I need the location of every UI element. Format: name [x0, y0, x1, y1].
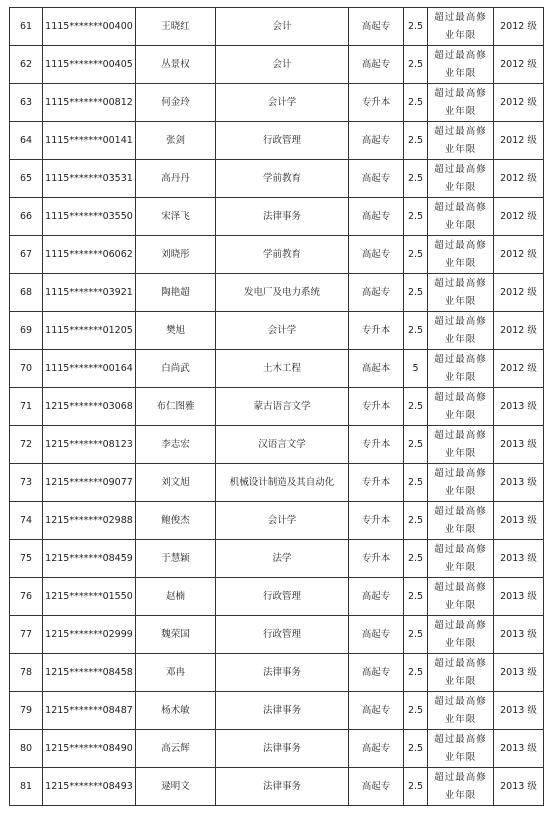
table-row — [10, 768, 544, 806]
table-row — [10, 388, 544, 426]
student-name-cell: 逯明文 — [136, 768, 216, 806]
table-row — [10, 46, 544, 84]
years-cell: 2.5 — [404, 198, 428, 236]
table-row — [10, 274, 544, 312]
table-row — [10, 8, 544, 46]
student-id-cell: 1115*******03921 — [43, 274, 136, 312]
row-number-cell: 68 — [10, 274, 43, 312]
grade-cell: 2012 级 — [494, 160, 544, 198]
status-cell: 超过最高修业年限 — [428, 236, 494, 274]
table-row — [10, 464, 544, 502]
major-cell: 蒙古语言文学 — [216, 388, 349, 426]
years-cell: 2.5 — [404, 388, 428, 426]
level-cell: 高起专 — [349, 578, 404, 616]
student-id-cell: 1215*******02999 — [43, 616, 136, 654]
status-cell: 超过最高修业年限 — [428, 730, 494, 768]
status-cell: 超过最高修业年限 — [428, 46, 494, 84]
grade-cell: 2013 级 — [494, 578, 544, 616]
years-cell: 2.5 — [404, 692, 428, 730]
level-cell: 高起专 — [349, 236, 404, 274]
student-id-cell: 1115*******00405 — [43, 46, 136, 84]
status-cell: 超过最高修业年限 — [428, 198, 494, 236]
student-name-cell: 宋泽飞 — [136, 198, 216, 236]
student-id-cell: 1115*******01205 — [43, 312, 136, 350]
grade-cell: 2012 级 — [494, 46, 544, 84]
grade-cell: 2013 级 — [494, 616, 544, 654]
student-name-cell: 丛景权 — [136, 46, 216, 84]
student-name-cell: 于慧颖 — [136, 540, 216, 578]
table-row — [10, 730, 544, 768]
major-cell: 机械设计制造及其自动化 — [216, 464, 349, 502]
level-cell: 高起专 — [349, 692, 404, 730]
major-cell: 行政管理 — [216, 616, 349, 654]
years-cell: 2.5 — [404, 46, 428, 84]
grade-cell: 2013 级 — [494, 540, 544, 578]
student-id-cell: 1215*******08493 — [43, 768, 136, 806]
student-id-cell: 1115*******03531 — [43, 160, 136, 198]
table-row — [10, 502, 544, 540]
level-cell: 高起专 — [349, 8, 404, 46]
level-cell: 高起专 — [349, 198, 404, 236]
major-cell: 汉语言文学 — [216, 426, 349, 464]
student-name-cell: 布仁图雅 — [136, 388, 216, 426]
years-cell: 2.5 — [404, 312, 428, 350]
level-cell: 专升本 — [349, 464, 404, 502]
table-row — [10, 578, 544, 616]
student-id-cell: 1115*******00141 — [43, 122, 136, 160]
row-number-cell: 80 — [10, 730, 43, 768]
level-cell: 高起专 — [349, 122, 404, 160]
row-number-cell: 62 — [10, 46, 43, 84]
years-cell: 2.5 — [404, 8, 428, 46]
grade-cell: 2012 级 — [494, 198, 544, 236]
row-number-cell: 69 — [10, 312, 43, 350]
major-cell: 法律事务 — [216, 692, 349, 730]
student-name-cell: 魏荣国 — [136, 616, 216, 654]
row-number-cell: 77 — [10, 616, 43, 654]
row-number-cell: 76 — [10, 578, 43, 616]
table-row — [10, 198, 544, 236]
grade-cell: 2013 级 — [494, 768, 544, 806]
status-cell: 超过最高修业年限 — [428, 502, 494, 540]
row-number-cell: 78 — [10, 654, 43, 692]
student-name-cell: 高云辉 — [136, 730, 216, 768]
grade-cell: 2013 级 — [494, 502, 544, 540]
grade-cell: 2012 级 — [494, 236, 544, 274]
status-cell: 超过最高修业年限 — [428, 312, 494, 350]
student-id-cell: 1115*******03550 — [43, 198, 136, 236]
row-number-cell: 67 — [10, 236, 43, 274]
table-body — [10, 8, 544, 806]
row-number-cell: 71 — [10, 388, 43, 426]
student-id-cell: 1215*******03068 — [43, 388, 136, 426]
years-cell: 2.5 — [404, 464, 428, 502]
level-cell: 专升本 — [349, 388, 404, 426]
student-name-cell: 白尚武 — [136, 350, 216, 388]
student-name-cell: 张剑 — [136, 122, 216, 160]
grade-cell: 2013 级 — [494, 692, 544, 730]
major-cell: 行政管理 — [216, 122, 349, 160]
table-row — [10, 350, 544, 388]
level-cell: 高起专 — [349, 654, 404, 692]
student-name-cell: 高丹丹 — [136, 160, 216, 198]
years-cell: 2.5 — [404, 768, 428, 806]
grade-cell: 2012 级 — [494, 122, 544, 160]
major-cell: 法学 — [216, 540, 349, 578]
status-cell: 超过最高修业年限 — [428, 350, 494, 388]
row-number-cell: 81 — [10, 768, 43, 806]
grade-cell: 2012 级 — [494, 274, 544, 312]
years-cell: 2.5 — [404, 84, 428, 122]
major-cell: 会计 — [216, 8, 349, 46]
grade-cell: 2013 级 — [494, 654, 544, 692]
table-row — [10, 236, 544, 274]
status-cell: 超过最高修业年限 — [428, 122, 494, 160]
student-name-cell: 赵楠 — [136, 578, 216, 616]
status-cell: 超过最高修业年限 — [428, 8, 494, 46]
grade-cell: 2012 级 — [494, 350, 544, 388]
table-row — [10, 616, 544, 654]
status-cell: 超过最高修业年限 — [428, 426, 494, 464]
status-cell: 超过最高修业年限 — [428, 84, 494, 122]
status-cell: 超过最高修业年限 — [428, 692, 494, 730]
row-number-cell: 70 — [10, 350, 43, 388]
major-cell: 会计学 — [216, 312, 349, 350]
level-cell: 专升本 — [349, 312, 404, 350]
level-cell: 专升本 — [349, 502, 404, 540]
records-table — [9, 7, 544, 806]
years-cell: 2.5 — [404, 540, 428, 578]
student-name-cell: 邓冉 — [136, 654, 216, 692]
table-row — [10, 540, 544, 578]
table-row — [10, 692, 544, 730]
status-cell: 超过最高修业年限 — [428, 578, 494, 616]
major-cell: 土木工程 — [216, 350, 349, 388]
student-name-cell: 樊旭 — [136, 312, 216, 350]
years-cell: 2.5 — [404, 502, 428, 540]
status-cell: 超过最高修业年限 — [428, 616, 494, 654]
student-id-cell: 1215*******08490 — [43, 730, 136, 768]
student-id-cell: 1215*******08487 — [43, 692, 136, 730]
major-cell: 学前教育 — [216, 160, 349, 198]
status-cell: 超过最高修业年限 — [428, 540, 494, 578]
student-id-cell: 1215*******01550 — [43, 578, 136, 616]
grade-cell: 2013 级 — [494, 388, 544, 426]
years-cell: 2.5 — [404, 122, 428, 160]
years-cell: 2.5 — [404, 578, 428, 616]
major-cell: 法律事务 — [216, 730, 349, 768]
major-cell: 法律事务 — [216, 654, 349, 692]
major-cell: 会计学 — [216, 502, 349, 540]
row-number-cell: 64 — [10, 122, 43, 160]
level-cell: 高起专 — [349, 616, 404, 654]
status-cell: 超过最高修业年限 — [428, 160, 494, 198]
level-cell: 高起专 — [349, 274, 404, 312]
student-name-cell: 陶艳超 — [136, 274, 216, 312]
student-name-cell: 王晓红 — [136, 8, 216, 46]
status-cell: 超过最高修业年限 — [428, 388, 494, 426]
years-cell: 2.5 — [404, 274, 428, 312]
student-id-cell: 1215*******08459 — [43, 540, 136, 578]
level-cell: 高起专 — [349, 160, 404, 198]
row-number-cell: 65 — [10, 160, 43, 198]
level-cell: 专升本 — [349, 540, 404, 578]
grade-cell: 2013 级 — [494, 730, 544, 768]
status-cell: 超过最高修业年限 — [428, 768, 494, 806]
table-row — [10, 312, 544, 350]
row-number-cell: 63 — [10, 84, 43, 122]
grade-cell: 2013 级 — [494, 426, 544, 464]
grade-cell: 2012 级 — [494, 8, 544, 46]
student-name-cell: 杨术敏 — [136, 692, 216, 730]
student-id-cell: 1115*******00812 — [43, 84, 136, 122]
student-id-cell: 1215*******08458 — [43, 654, 136, 692]
student-name-cell: 鲍俊杰 — [136, 502, 216, 540]
table-row — [10, 160, 544, 198]
row-number-cell: 72 — [10, 426, 43, 464]
level-cell: 高起专 — [349, 730, 404, 768]
student-name-cell: 刘文旭 — [136, 464, 216, 502]
major-cell: 法律事务 — [216, 768, 349, 806]
major-cell: 会计学 — [216, 84, 349, 122]
student-id-cell: 1115*******00164 — [43, 350, 136, 388]
years-cell: 2.5 — [404, 426, 428, 464]
years-cell: 2.5 — [404, 236, 428, 274]
student-id-cell: 1115*******00400 — [43, 8, 136, 46]
student-id-cell: 1215*******02988 — [43, 502, 136, 540]
major-cell: 法律事务 — [216, 198, 349, 236]
student-name-cell: 何金玲 — [136, 84, 216, 122]
level-cell: 专升本 — [349, 84, 404, 122]
student-name-cell: 刘晓彤 — [136, 236, 216, 274]
row-number-cell: 79 — [10, 692, 43, 730]
major-cell: 会计 — [216, 46, 349, 84]
major-cell: 行政管理 — [216, 578, 349, 616]
row-number-cell: 61 — [10, 8, 43, 46]
level-cell: 专升本 — [349, 426, 404, 464]
grade-cell: 2012 级 — [494, 84, 544, 122]
level-cell: 高起本 — [349, 350, 404, 388]
student-id-cell: 1215*******08123 — [43, 426, 136, 464]
status-cell: 超过最高修业年限 — [428, 274, 494, 312]
grade-cell: 2013 级 — [494, 464, 544, 502]
level-cell: 高起专 — [349, 768, 404, 806]
student-name-cell: 李志宏 — [136, 426, 216, 464]
status-cell: 超过最高修业年限 — [428, 654, 494, 692]
years-cell: 2.5 — [404, 616, 428, 654]
major-cell: 学前教育 — [216, 236, 349, 274]
years-cell: 5 — [404, 350, 428, 388]
table-row — [10, 654, 544, 692]
row-number-cell: 66 — [10, 198, 43, 236]
years-cell: 2.5 — [404, 160, 428, 198]
table-row — [10, 426, 544, 464]
table-row — [10, 122, 544, 160]
row-number-cell: 75 — [10, 540, 43, 578]
student-id-cell: 1115*******06062 — [43, 236, 136, 274]
status-cell: 超过最高修业年限 — [428, 464, 494, 502]
years-cell: 2.5 — [404, 654, 428, 692]
years-cell: 2.5 — [404, 730, 428, 768]
table-row — [10, 84, 544, 122]
row-number-cell: 74 — [10, 502, 43, 540]
student-id-cell: 1215*******09077 — [43, 464, 136, 502]
level-cell: 高起专 — [349, 46, 404, 84]
grade-cell: 2012 级 — [494, 312, 544, 350]
row-number-cell: 73 — [10, 464, 43, 502]
major-cell: 发电厂及电力系统 — [216, 274, 349, 312]
